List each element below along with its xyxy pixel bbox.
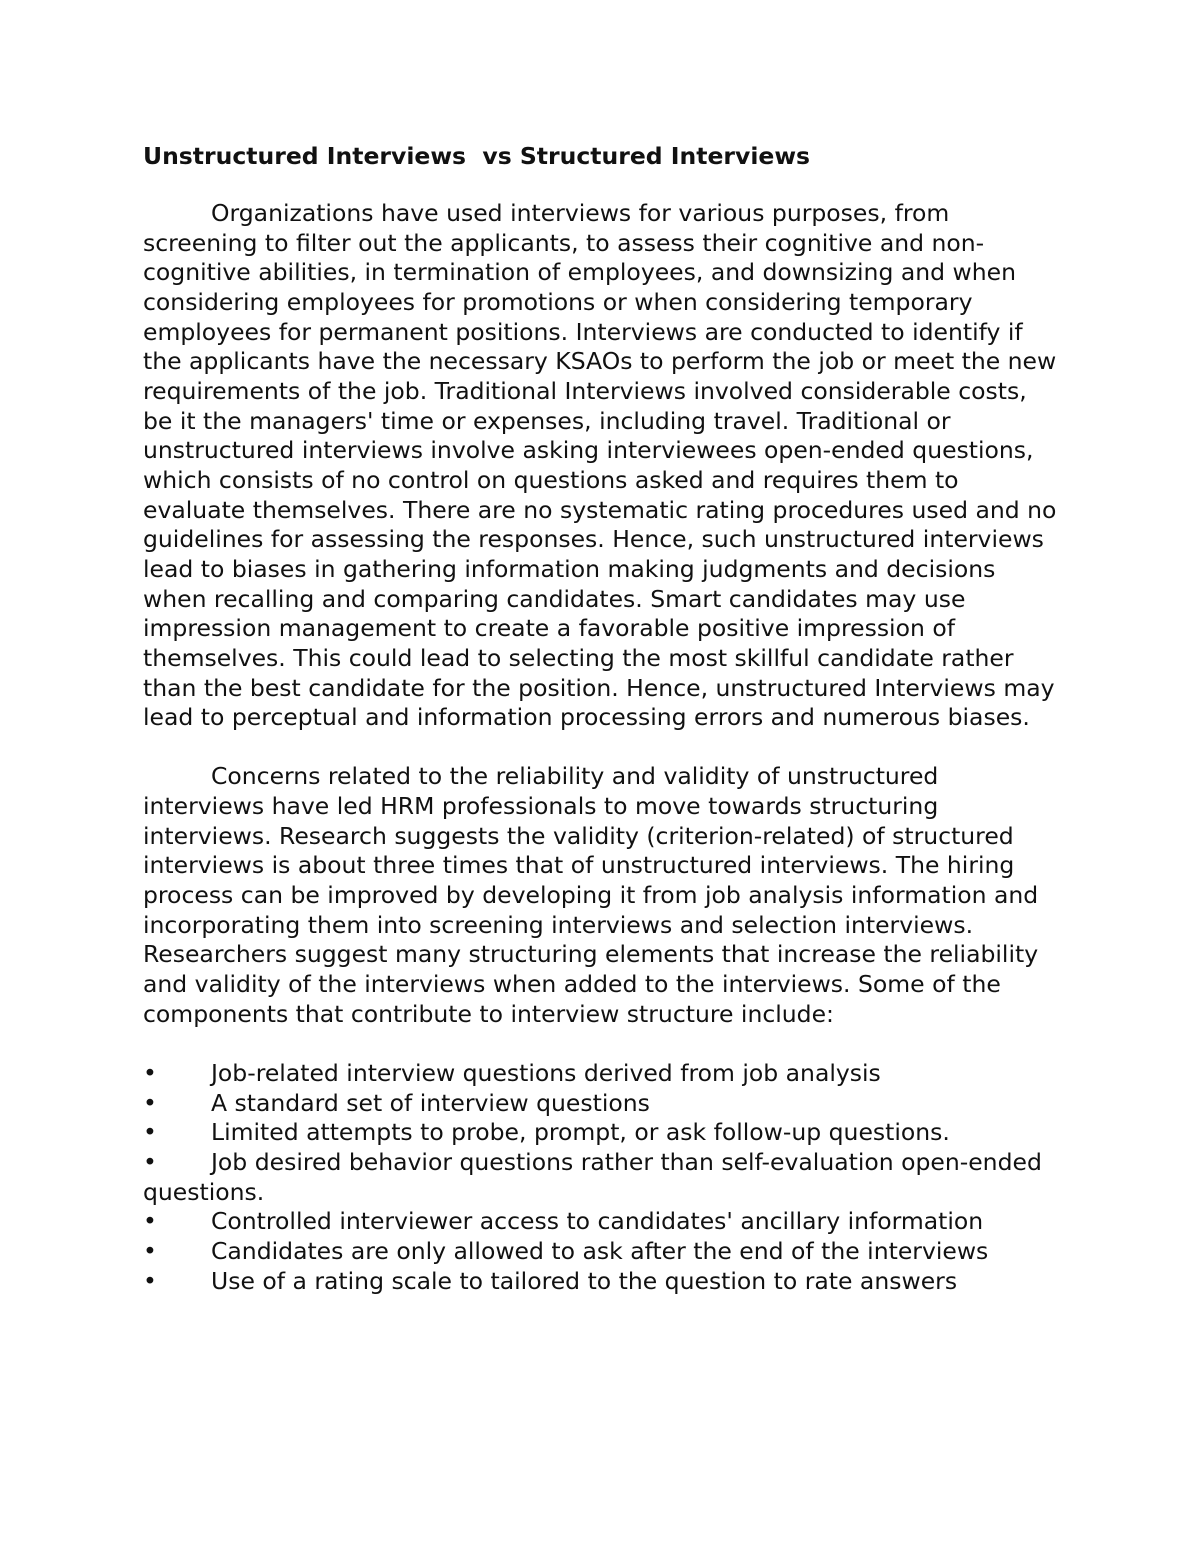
bullet-icon: • <box>143 1059 157 1087</box>
bullet-icon: • <box>143 1147 157 1176</box>
list-item <box>143 1059 1063 1089</box>
list-item-text: Controlled interviewer access to candidates' ancillary information <box>211 1207 984 1236</box>
bullet-icon: • <box>143 1266 157 1295</box>
list-item-text: Limited attempts to probe, prompt, or ask follow-up questions. <box>211 1118 950 1147</box>
list-item-text: Use of a rating scale to tailored to the question to rate answers <box>211 1266 958 1295</box>
list-item <box>143 1089 1063 1119</box>
list-item <box>143 1118 1063 1148</box>
bullet-icon: • <box>143 1207 157 1236</box>
document-title: Unstructured Interviews vs Structured Interviews <box>143 142 811 170</box>
list-item-text: Job desired behavior questions rather than self-evaluation open-ended questions. <box>143 1147 1042 1206</box>
bullet-icon: • <box>143 1236 157 1265</box>
list-item <box>143 1267 1063 1297</box>
list-item <box>143 1148 1063 1207</box>
paragraph-unstructured-interviews: Organizations have used interviews for various purposes, from screening to filter out the applicants, to assess their cognitive and non-cognitive abilities, in termination of employees, and downsizing and when considering employees for promotions or when considering temporary employees for permanent positions. Interviews are conducted to identify if the applicants have the necessary KSAOs to perform the job or meet the new requirements of the job. Traditional Interviews involved considerable costs, be it the managers' time or expenses, including travel. Traditional or unstructured interviews involve asking interviewees open-ended questions, which consists of no control on questions asked and requires them to evaluate themselves. There are no systematic rating procedures used and no guidelines for assessing the responses. Hence, such unstructured interviews lead to biases in gathering information making judgments and decisions when recalling and comparing candidates. Smart candidates may use impression management to create a favorable positive impression of themselves. This could lead to selecting the most skillful candidate rather than the best candidate for the position. Hence, unstructured Interviews may lead to perceptual and information processing errors and numerous biases. <box>143 199 1057 732</box>
list-item-text: A standard set of interview questions <box>211 1088 650 1117</box>
interview-structure-list <box>143 1059 1063 1296</box>
list-item-text: Job-related interview questions derived from job analysis <box>211 1059 881 1087</box>
paragraph-structured-interviews: Concerns related to the reliability and validity of unstructured interviews have led HRM professionals to move towards structuring interviews. Research suggests the validity (criterion-related) of structured interviews is about three times that of unstructured interviews. The hiring process can be improved by developing it from job analysis information and incorporating them into screening interviews and selection interviews. Researchers suggest many structuring elements that increase the reliability and validity of the interviews when added to the interviews. Some of the components that contribute to interview structure include: <box>143 762 1039 1028</box>
bullet-icon: • <box>143 1088 157 1117</box>
list-item-text: Candidates are only allowed to ask after the end of the interviews <box>211 1236 989 1265</box>
list-item <box>143 1207 1063 1237</box>
bullet-icon: • <box>143 1118 157 1147</box>
list-item <box>143 1237 1063 1267</box>
document-page <box>143 140 1063 1296</box>
